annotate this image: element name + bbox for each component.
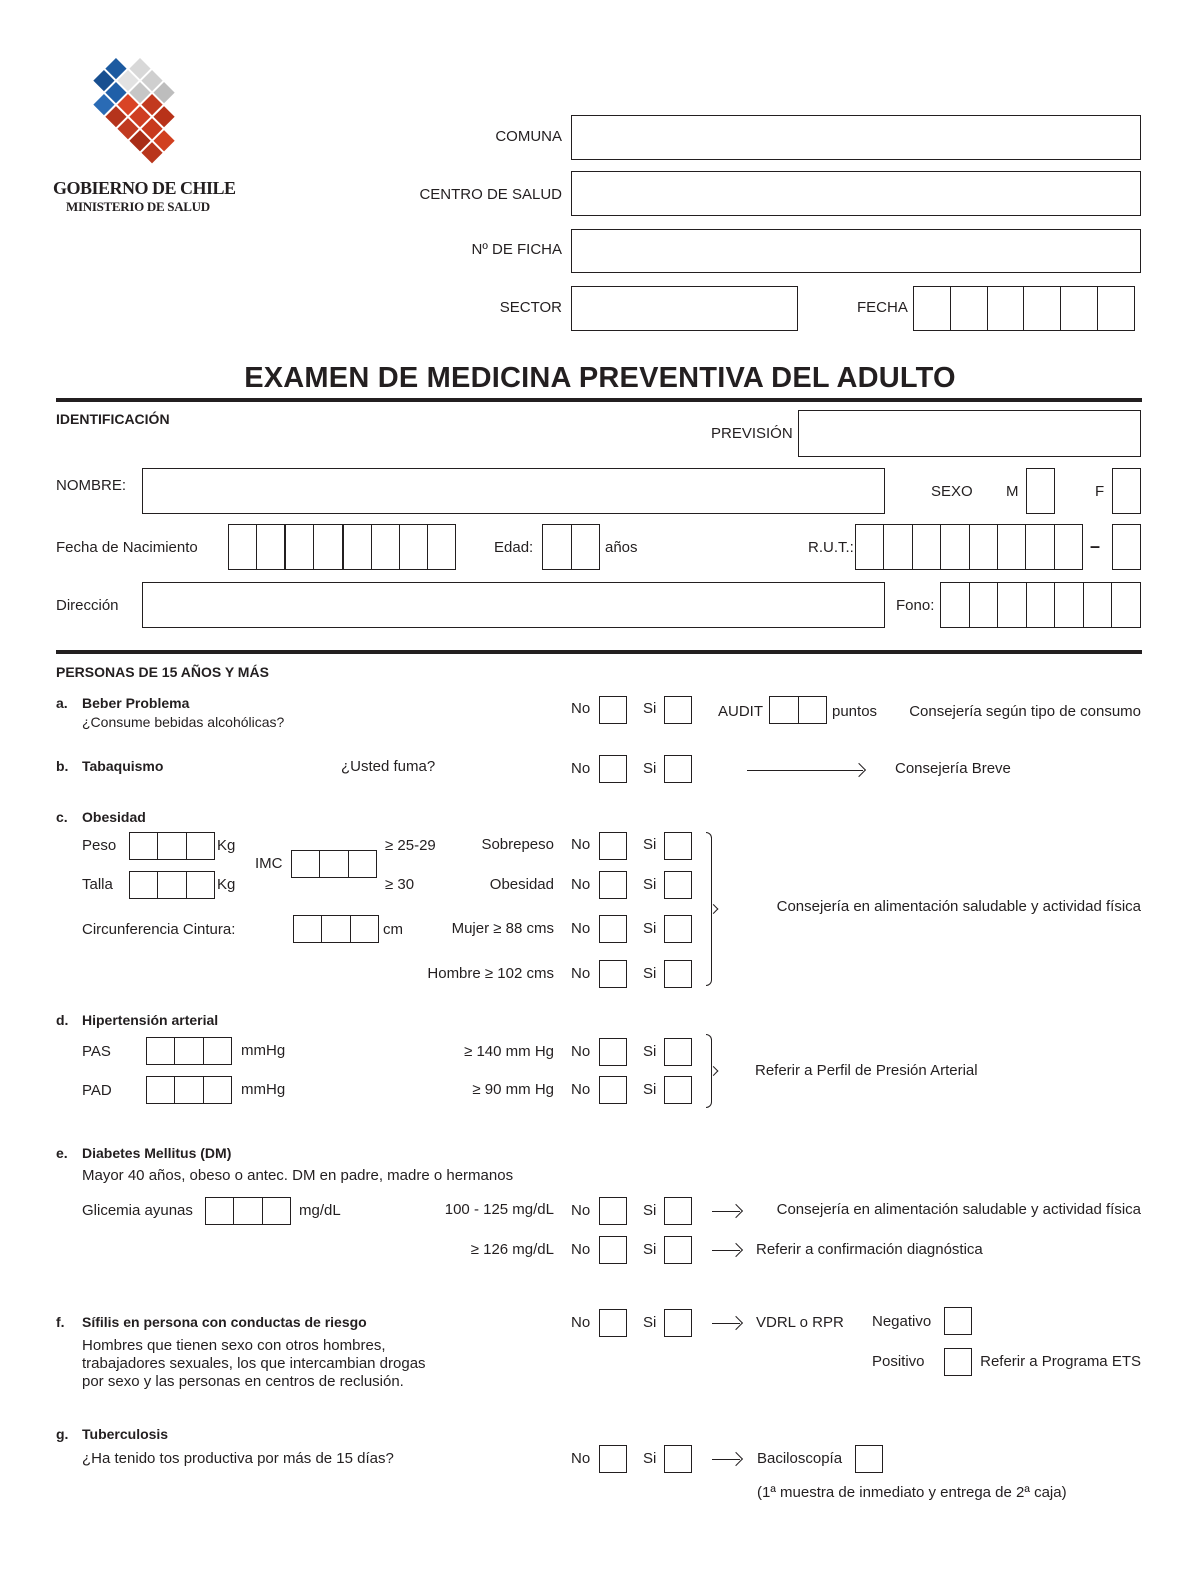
comuna-field[interactable]	[571, 115, 1141, 160]
si-label: Si	[643, 1241, 657, 1258]
talla-label: Talla	[82, 876, 113, 893]
ficha-label: Nº DE FICHA	[471, 241, 562, 258]
e-range1: 100 - 125 mg/dL	[444, 1201, 554, 1218]
centro-label: CENTRO DE SALUD	[419, 186, 562, 203]
ficha-field[interactable]	[571, 229, 1141, 273]
no-label: No	[571, 1043, 591, 1060]
a-no-checkbox[interactable]	[599, 696, 627, 724]
mgdl-label: mg/dL	[299, 1202, 341, 1219]
sobrepeso-label: Sobrepeso	[481, 836, 554, 853]
rut-label: R.U.T.:	[808, 539, 854, 556]
f-no-checkbox[interactable]	[599, 1309, 627, 1337]
positivo-checkbox[interactable]	[944, 1348, 972, 1376]
d-letter: d.	[56, 1012, 69, 1028]
no-label: No	[571, 1450, 591, 1467]
direccion-field[interactable]	[142, 582, 885, 628]
si-label: Si	[643, 965, 657, 982]
puntos-label: puntos	[832, 703, 878, 720]
nombre-label: NOMBRE:	[56, 477, 127, 494]
mmhg-label: mmHg	[241, 1042, 286, 1059]
pas-no-checkbox[interactable]	[599, 1038, 627, 1066]
nacimiento-field[interactable]	[228, 524, 456, 570]
f-line2: trabajadores sexuales, los que intercambian drogas	[82, 1355, 426, 1372]
f-line1: Hombres que tienen sexo con otros hombres,	[82, 1337, 386, 1354]
kg-label: Kg	[217, 837, 236, 854]
si-label: Si	[643, 1450, 657, 1467]
f-line3: por sexo y las personas en centros de reclusión.	[82, 1373, 404, 1390]
cm-label: cm	[383, 921, 403, 938]
pad-label: PAD	[82, 1082, 112, 1099]
e-range2: ≥ 126 mg/dL	[470, 1241, 554, 1258]
no-label: No	[571, 965, 591, 982]
f-si-checkbox[interactable]	[664, 1309, 692, 1337]
pas-field[interactable]	[146, 1037, 232, 1065]
kg-label: Kg	[217, 876, 236, 893]
audit-field[interactable]	[769, 696, 827, 724]
d-referir: Referir a Perfil de Presión Arterial	[755, 1062, 978, 1079]
f-label: F	[1095, 483, 1105, 500]
peso-label: Peso	[82, 837, 117, 854]
e-subtitle: Mayor 40 años, obeso o antec. DM en padre, madre o hermanos	[82, 1167, 514, 1184]
obesidad-si-checkbox[interactable]	[664, 871, 692, 899]
fecha-label: FECHA	[857, 299, 908, 316]
pad-no-checkbox[interactable]	[599, 1076, 627, 1104]
identificacion-heading: IDENTIFICACIÓN	[56, 411, 170, 427]
sector-field[interactable]	[571, 286, 798, 331]
pas-threshold: ≥ 140 mm Hg	[464, 1043, 554, 1060]
audit-label: AUDIT	[718, 703, 763, 720]
rut-dash: –	[1090, 536, 1101, 556]
mujer-si-checkbox[interactable]	[664, 915, 692, 943]
ministry-logo	[52, 52, 242, 217]
negativo-checkbox[interactable]	[944, 1307, 972, 1335]
no-label: No	[571, 700, 591, 717]
d-title: Hipertensión arterial	[82, 1012, 219, 1028]
pas-si-checkbox[interactable]	[664, 1038, 692, 1066]
anos-label: años	[605, 539, 638, 556]
baciloscopia-checkbox[interactable]	[855, 1445, 883, 1473]
imc-field[interactable]	[291, 850, 377, 878]
g-si-checkbox[interactable]	[664, 1445, 692, 1473]
b-no-checkbox[interactable]	[599, 755, 627, 783]
section-rule	[56, 650, 1142, 654]
e-title: Diabetes Mellitus (DM)	[82, 1145, 232, 1161]
e1-arrow-icon	[712, 1211, 740, 1212]
nombre-field[interactable]	[142, 468, 885, 514]
hombre-no-checkbox[interactable]	[599, 960, 627, 988]
e2-arrow-icon	[712, 1250, 740, 1251]
prevision-label: PREVISIÓN	[711, 425, 793, 442]
no-label: No	[571, 920, 591, 937]
g-note: (1ª muestra de inmediato y entrega de 2ª caja)	[757, 1484, 1067, 1501]
c-title: Obesidad	[82, 809, 146, 825]
b-si-checkbox[interactable]	[664, 755, 692, 783]
pas-label: PAS	[82, 1043, 111, 1060]
si-label: Si	[643, 1043, 657, 1060]
g-title: Tuberculosis	[82, 1426, 169, 1442]
fecha-field[interactable]	[913, 286, 1135, 331]
c-range2: ≥ 30	[385, 876, 415, 893]
b-letter: b.	[56, 758, 69, 774]
fono-label: Fono:	[896, 597, 935, 614]
e-referir: Referir a confirmación diagnóstica	[756, 1241, 983, 1258]
page-title: EXAMEN DE MEDICINA PREVENTIVA DEL ADULTO	[244, 362, 956, 394]
sexo-f-field[interactable]	[1112, 468, 1141, 514]
imc-label: IMC	[255, 855, 283, 872]
si-label: Si	[643, 1202, 657, 1219]
si-label: Si	[643, 1081, 657, 1098]
personas-heading: PERSONAS DE 15 AÑOS Y MÁS	[56, 664, 269, 680]
vdrl-label: VDRL o RPR	[756, 1314, 844, 1331]
m-label: M	[1006, 483, 1019, 500]
pad-threshold: ≥ 90 mm Hg	[472, 1081, 554, 1098]
prevision-field[interactable]	[798, 410, 1141, 457]
e2-si-checkbox[interactable]	[664, 1236, 692, 1264]
f-title: Sífilis en persona con conductas de riesgo	[82, 1314, 367, 1330]
pad-si-checkbox[interactable]	[664, 1076, 692, 1104]
cintura-field[interactable]	[293, 915, 379, 943]
rut-field[interactable]	[855, 524, 1083, 570]
sector-label: SECTOR	[499, 299, 562, 316]
f-letter: f.	[56, 1314, 65, 1330]
pad-field[interactable]	[146, 1076, 232, 1104]
si-label: Si	[643, 700, 657, 717]
logo-line1: GOBIERNO DE CHILE	[53, 178, 236, 198]
hombre-label: Hombre ≥ 102 cms	[427, 965, 554, 982]
hombre-si-checkbox[interactable]	[664, 960, 692, 988]
obesidad-label: Obesidad	[489, 876, 554, 893]
no-label: No	[571, 836, 591, 853]
positivo-label: Positivo	[872, 1353, 925, 1370]
sexo-m-field[interactable]	[1026, 468, 1055, 514]
a-consejeria: Consejería según tipo de consumo	[909, 703, 1141, 720]
title-rule	[56, 398, 1142, 402]
chile-flag-cubes-icon	[52, 52, 242, 170]
si-label: Si	[643, 836, 657, 853]
b-question: ¿Usted fuma?	[341, 758, 436, 775]
glicemia-field[interactable]	[205, 1197, 291, 1225]
si-label: Si	[643, 1314, 657, 1331]
d-brace-icon	[706, 1034, 712, 1108]
baciloscopia-label: Baciloscopía	[757, 1450, 843, 1467]
nacimiento-label: Fecha de Nacimiento	[56, 539, 198, 556]
glicemia-label: Glicemia ayunas	[82, 1202, 193, 1219]
c-consejeria: Consejería en alimentación saludable y actividad física	[776, 898, 1141, 915]
si-label: Si	[643, 760, 657, 777]
sobrepeso-no-checkbox[interactable]	[599, 832, 627, 860]
b-title: Tabaquismo	[82, 758, 164, 774]
a-title: Beber Problema	[82, 695, 190, 711]
talla-field[interactable]	[129, 871, 215, 899]
f-arrow-icon	[712, 1323, 740, 1324]
no-label: No	[571, 1241, 591, 1258]
c-brace-icon	[706, 832, 712, 986]
a-si-checkbox[interactable]	[664, 696, 692, 724]
mujer-label: Mujer ≥ 88 cms	[451, 920, 554, 937]
sexo-label: SEXO	[931, 483, 973, 500]
rut-dv-field[interactable]	[1112, 524, 1141, 570]
mmhg-label: mmHg	[241, 1081, 286, 1098]
logo-line2: MINISTERIO DE SALUD	[66, 199, 210, 214]
mujer-no-checkbox[interactable]	[599, 915, 627, 943]
centro-field[interactable]	[571, 171, 1141, 216]
si-label: Si	[643, 876, 657, 893]
b-arrow-icon	[747, 770, 863, 771]
e-letter: e.	[56, 1145, 68, 1161]
obesidad-no-checkbox[interactable]	[599, 871, 627, 899]
fono-field[interactable]	[940, 582, 1141, 628]
sobrepeso-si-checkbox[interactable]	[664, 832, 692, 860]
e1-si-checkbox[interactable]	[664, 1197, 692, 1225]
f-referir: Referir a Programa ETS	[980, 1353, 1141, 1370]
e-consejeria: Consejería en alimentación saludable y actividad física	[776, 1201, 1141, 1218]
no-label: No	[571, 760, 591, 777]
e2-no-checkbox[interactable]	[599, 1236, 627, 1264]
si-label: Si	[643, 920, 657, 937]
edad-label: Edad:	[494, 539, 534, 556]
g-letter: g.	[56, 1426, 69, 1442]
c-range1: ≥ 25-29	[385, 837, 436, 854]
g-question: ¿Ha tenido tos productiva por más de 15 días?	[82, 1450, 394, 1467]
direccion-label: Dirección	[56, 597, 119, 614]
c-letter: c.	[56, 809, 68, 825]
b-consejeria: Consejería Breve	[895, 760, 1011, 777]
edad-field[interactable]	[542, 524, 600, 570]
e1-no-checkbox[interactable]	[599, 1197, 627, 1225]
no-label: No	[571, 876, 591, 893]
no-label: No	[571, 1081, 591, 1098]
a-question: ¿Consume bebidas alcohólicas?	[82, 714, 285, 730]
cintura-label: Circunferencia Cintura:	[82, 921, 236, 938]
comuna-label: COMUNA	[495, 128, 562, 145]
peso-field[interactable]	[129, 832, 215, 860]
negativo-label: Negativo	[872, 1313, 932, 1330]
no-label: No	[571, 1202, 591, 1219]
a-letter: a.	[56, 695, 68, 711]
no-label: No	[571, 1314, 591, 1331]
g-no-checkbox[interactable]	[599, 1445, 627, 1473]
g-arrow-icon	[712, 1459, 740, 1460]
